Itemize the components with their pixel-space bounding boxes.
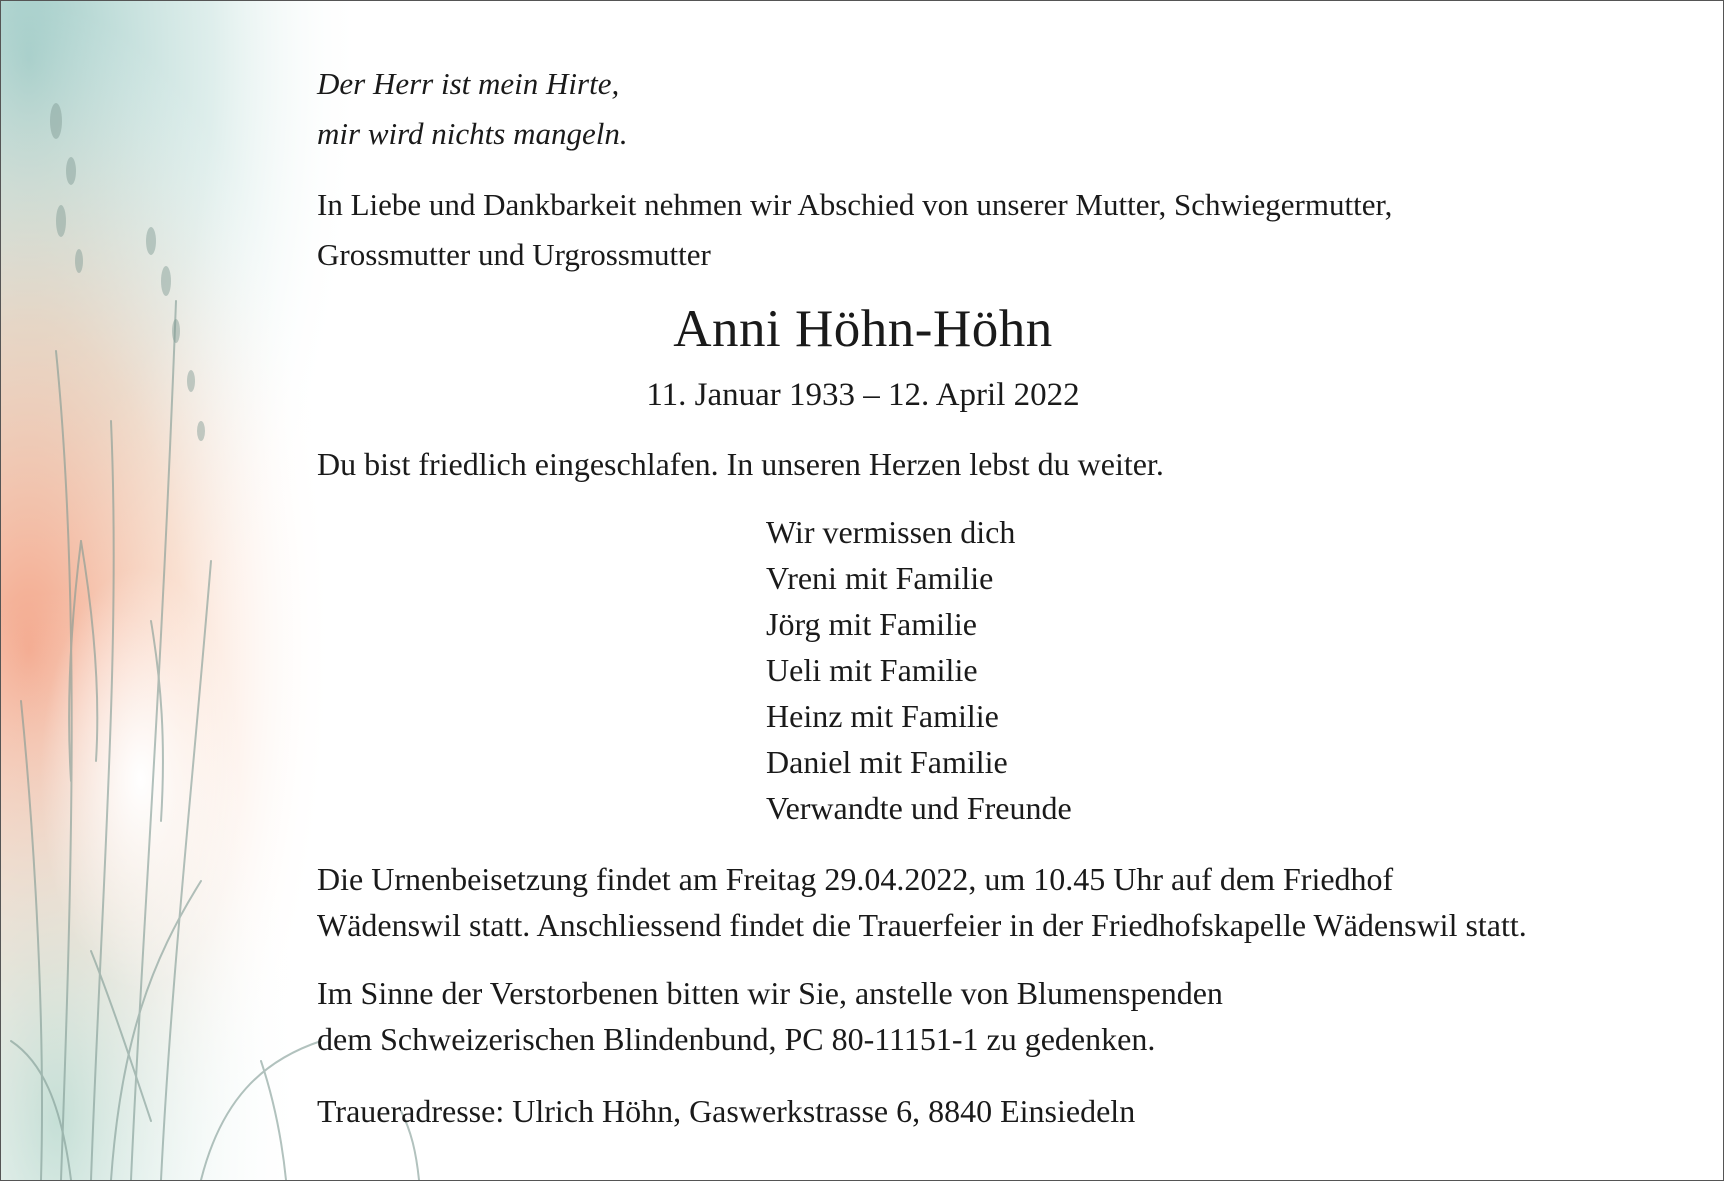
- verse-line-1: Der Herr ist mein Hirte,: [317, 66, 620, 101]
- mourner-line: Ueli mit Familie: [766, 652, 978, 688]
- intro-line-1: In Liebe und Dankbarkeit nehmen wir Abschied von unserer Mutter, Schwiegermutter,: [317, 187, 1393, 222]
- mourners-list: [766, 509, 1072, 831]
- mourner-line: Verwandte und Freunde: [766, 790, 1072, 826]
- mourning-address: Traueradresse: Ulrich Höhn, Gaswerkstrasse 6, 8840 Einsiedeln: [317, 1093, 1136, 1129]
- farewell-text: Du bist friedlich eingeschlafen. In unseren Herzen lebst du weiter.: [317, 446, 1164, 482]
- mourner-line: Wir vermissen dich: [766, 514, 1016, 550]
- life-dates: 11. Januar 1933 – 12. April 2022: [646, 377, 1080, 413]
- deceased-name: Anni Höhn-Höhn: [673, 300, 1053, 358]
- ceremony-info: [317, 856, 1527, 948]
- mourner-line: Jörg mit Familie: [766, 606, 977, 642]
- intro-line-2: Grossmutter und Urgrossmutter: [317, 237, 711, 272]
- donation-line-1: Im Sinne der Verstorbenen bitten wir Sie, anstelle von Blumenspenden: [317, 975, 1223, 1011]
- ceremony-line-2: Wädenswil statt. Anschliessend findet die Trauerfeier in der Friedhofskapelle Wädenswil statt.: [317, 907, 1527, 943]
- donation-line-2: dem Schweizerischen Blindenbund, PC 80-11151-1 zu gedenken.: [317, 1021, 1156, 1057]
- mourner-line: Vreni mit Familie: [766, 560, 994, 596]
- mourner-line: Daniel mit Familie: [766, 744, 1008, 780]
- ceremony-line-1: Die Urnenbeisetzung findet am Freitag 29.04.2022, um 10.45 Uhr auf dem Friedhof: [317, 861, 1394, 897]
- verse-line-2: mir wird nichts mangeln.: [317, 116, 628, 151]
- mourner-line: Heinz mit Familie: [766, 698, 999, 734]
- psalm-verse: [317, 59, 628, 159]
- intro-text: [317, 180, 1392, 280]
- donation-info: [317, 970, 1223, 1062]
